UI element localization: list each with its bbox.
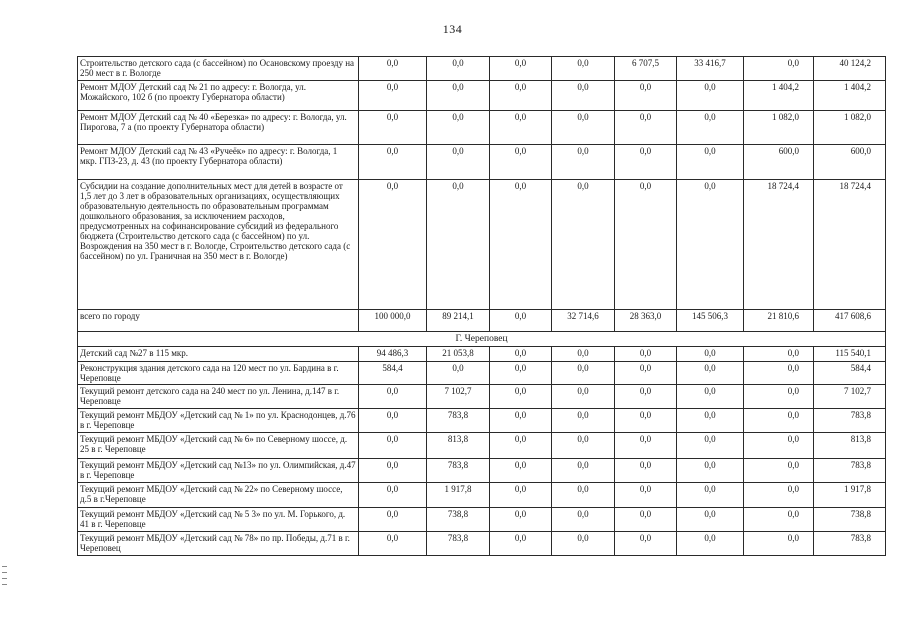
value-cell-col-5: 0,0 [615,111,677,145]
value-cell-col-7: 0,0 [744,57,814,81]
value-cell-col-2: 0,0 [427,111,490,145]
table-row [78,111,886,145]
value-cell-col-1: 0,0 [359,145,427,180]
value-cell-col-7: 0,0 [744,362,814,385]
value-cell-col-4: 0,0 [552,362,615,385]
value-cell-col-1: 0,0 [359,385,427,409]
value-cell-col-8: 417 608,6 [814,310,886,332]
value-cell-col-4: 0,0 [552,433,615,459]
value-cell-col-1: 0,0 [359,57,427,81]
value-cell-col-3: 0,0 [490,433,552,459]
value-cell-col-8: 783,8 [814,532,886,556]
value-cell-col-4: 0,0 [552,508,615,532]
value-cell-col-7: 21 810,6 [744,310,814,332]
value-cell-col-8: 584,4 [814,362,886,385]
table-section-header [78,332,886,347]
value-cell-col-6: 0,0 [677,347,744,362]
value-cell-col-7: 0,0 [744,433,814,459]
table-body-cherepovets [78,347,886,556]
value-cell-col-8: 600,0 [814,145,886,180]
value-cell-col-5: 0,0 [615,459,677,483]
table-row [78,483,886,508]
table-row [78,508,886,532]
table-row [78,459,886,483]
value-cell-col-3: 0,0 [490,310,552,332]
value-cell-col-1: 0,0 [359,111,427,145]
value-cell-col-2: 813,8 [427,433,490,459]
value-cell-col-3: 0,0 [490,385,552,409]
value-cell-col-7: 0,0 [744,508,814,532]
table-body-vologda [78,57,886,332]
row-label: Текущий ремонт МБДОУ «Детский сад № 5 3» по ул. М. Горького, д. 41 в г. Череповце [78,508,359,532]
value-cell-col-4: 0,0 [552,483,615,508]
margin-tick [2,578,7,579]
value-cell-col-5: 0,0 [615,180,677,310]
value-cell-col-5: 0,0 [615,409,677,433]
section-title: Г. Череповец [78,332,886,347]
value-cell-col-1: 0,0 [359,433,427,459]
value-cell-col-7: 1 082,0 [744,111,814,145]
value-cell-col-6: 0,0 [677,385,744,409]
value-cell-col-4: 0,0 [552,385,615,409]
value-cell-col-2: 0,0 [427,81,490,111]
value-cell-col-6: 0,0 [677,483,744,508]
value-cell-col-1: 0,0 [359,532,427,556]
value-cell-col-2: 1 917,8 [427,483,490,508]
value-cell-col-8: 40 124,2 [814,57,886,81]
value-cell-col-3: 0,0 [490,483,552,508]
value-cell-col-1: 94 486,3 [359,347,427,362]
value-cell-col-5: 28 363,0 [615,310,677,332]
value-cell-col-5: 0,0 [615,508,677,532]
value-cell-col-3: 0,0 [490,111,552,145]
value-cell-col-6: 0,0 [677,433,744,459]
value-cell-col-6: 0,0 [677,145,744,180]
row-label: всего по городу [78,310,359,332]
row-label: Текущий ремонт МБДОУ «Детский сад № 78» по пр. Победы, д.71 в г. Череповец [78,532,359,556]
value-cell-col-5: 0,0 [615,362,677,385]
value-cell-col-4: 0,0 [552,145,615,180]
value-cell-col-4: 0,0 [552,111,615,145]
row-label: Текущий ремонт МБДОУ «Детский сад № 22» по Северному шоссе, д.5 в г.Череповце [78,483,359,508]
value-cell-col-8: 7 102,7 [814,385,886,409]
value-cell-col-8: 1 917,8 [814,483,886,508]
value-cell-col-8: 783,8 [814,409,886,433]
row-label: Ремонт МДОУ Детский сад № 21 по адресу: г. Вологда, ул. Можайского, 102 б (по проекту Губернатора области) [78,81,359,111]
value-cell-col-3: 0,0 [490,145,552,180]
value-cell-col-4: 0,0 [552,532,615,556]
value-cell-col-6: 0,0 [677,532,744,556]
table-row [78,409,886,433]
value-cell-col-6: 0,0 [677,362,744,385]
row-label: Строительство детского сада (с бассейном) по Осановскому проезду на 250 мест в г. Вологде [78,57,359,81]
table-row [78,385,886,409]
value-cell-col-4: 0,0 [552,57,615,81]
margin-tick [2,566,7,567]
value-cell-col-8: 115 540,1 [814,347,886,362]
value-cell-col-2: 7 102,7 [427,385,490,409]
value-cell-col-5: 0,0 [615,532,677,556]
row-label: Субсидии на создание дополнительных мест для детей в возрасте от 1,5 лет до 3 лет в образовательных организациях, осуществляющих образовательную деятельность по образовательным программам дошкольного образования, за исключением расходов, предусмотренных на софинансирование субсидий из федерального бюджета (Строительство детского сада (с бассейном) по ул. Возрождения на 350 мест в г. Вологде, Строительство детского сада (с бассейном) по ул. Граничная на 350 мест в г. Вологде) [78,180,359,310]
value-cell-col-2: 738,8 [427,508,490,532]
value-cell-col-4: 0,0 [552,81,615,111]
value-cell-col-4: 32 714,6 [552,310,615,332]
value-cell-col-3: 0,0 [490,81,552,111]
row-label: Текущий ремонт МБДОУ «Детский сад №13» по ул. Олимпийская, д.47 в г. Череповце [78,459,359,483]
value-cell-col-7: 0,0 [744,385,814,409]
value-cell-col-1: 584,4 [359,362,427,385]
value-cell-col-7: 600,0 [744,145,814,180]
row-label: Ремонт МДОУ Детский сад № 40 «Березка» по адресу: г. Вологда, ул. Пирогова, 7 а (по проекту Губернатора области) [78,111,359,145]
value-cell-col-1: 0,0 [359,483,427,508]
value-cell-col-1: 0,0 [359,409,427,433]
row-label: Текущий ремонт детского сада на 240 мест по ул. Ленина, д.147 в г. Череповце [78,385,359,409]
value-cell-col-8: 813,8 [814,433,886,459]
value-cell-col-5: 0,0 [615,347,677,362]
value-cell-col-5: 0,0 [615,145,677,180]
value-cell-col-2: 783,8 [427,459,490,483]
value-cell-col-2: 0,0 [427,180,490,310]
value-cell-col-6: 0,0 [677,81,744,111]
value-cell-col-5: 0,0 [615,483,677,508]
value-cell-col-4: 0,0 [552,347,615,362]
table-row [78,180,886,310]
value-cell-col-4: 0,0 [552,409,615,433]
value-cell-col-1: 0,0 [359,459,427,483]
value-cell-col-3: 0,0 [490,57,552,81]
value-cell-col-2: 0,0 [427,362,490,385]
value-cell-col-6: 145 506,3 [677,310,744,332]
row-label: Ремонт МДОУ Детский сад № 43 «Ручеёк» по адресу: г. Вологда, 1 мкр. ГПЗ-23, д. 43 (по проекту Губернатора области) [78,145,359,180]
value-cell-col-5: 6 707,5 [615,57,677,81]
table-row [78,145,886,180]
margin-tick [2,584,7,585]
value-cell-col-5: 0,0 [615,385,677,409]
value-cell-col-2: 783,8 [427,532,490,556]
value-cell-col-8: 1 404,2 [814,81,886,111]
value-cell-col-3: 0,0 [490,409,552,433]
value-cell-col-2: 21 053,8 [427,347,490,362]
table-row [78,57,886,81]
section-row [78,332,886,347]
value-cell-col-6: 0,0 [677,409,744,433]
value-cell-col-1: 0,0 [359,508,427,532]
page-number: 134 [442,22,463,36]
value-cell-col-1: 0,0 [359,180,427,310]
row-label: Текущий ремонт МБДОУ «Детский сад № 1» по ул. Краснодонцев, д.76 в г. Череповце [78,409,359,433]
table-row [78,362,886,385]
row-label: Детский сад №27 в 115 мкр. [78,347,359,362]
value-cell-col-2: 0,0 [427,145,490,180]
value-cell-col-7: 0,0 [744,532,814,556]
value-cell-col-3: 0,0 [490,459,552,483]
value-cell-col-5: 0,0 [615,81,677,111]
value-cell-col-6: 33 416,7 [677,57,744,81]
table-row [78,532,886,556]
value-cell-col-7: 1 404,2 [744,81,814,111]
value-cell-col-6: 0,0 [677,459,744,483]
value-cell-col-6: 0,0 [677,111,744,145]
value-cell-col-8: 18 724,4 [814,180,886,310]
value-cell-col-7: 0,0 [744,483,814,508]
value-cell-col-4: 0,0 [552,459,615,483]
value-cell-col-3: 0,0 [490,180,552,310]
value-cell-col-7: 0,0 [744,409,814,433]
value-cell-col-1: 0,0 [359,81,427,111]
value-cell-col-6: 0,0 [677,180,744,310]
value-cell-col-3: 0,0 [490,347,552,362]
value-cell-col-2: 783,8 [427,409,490,433]
value-cell-col-1: 100 000,0 [359,310,427,332]
margin-tick [2,572,7,573]
value-cell-col-3: 0,0 [490,532,552,556]
value-cell-col-3: 0,0 [490,508,552,532]
row-label: Текущий ремонт МБДОУ «Детский сад № 6» по Северному шоссе, д. 25 в г. Череповце [78,433,359,459]
value-cell-col-2: 0,0 [427,57,490,81]
row-label: Реконструкция здания детского сада на 120 мест по ул. Бардина в г. Череповце [78,362,359,385]
value-cell-col-8: 1 082,0 [814,111,886,145]
table-row [78,433,886,459]
value-cell-col-8: 738,8 [814,508,886,532]
value-cell-col-4: 0,0 [552,180,615,310]
value-cell-col-7: 0,0 [744,459,814,483]
table-row [78,347,886,362]
budget-table [77,56,886,556]
table-row [78,81,886,111]
value-cell-col-6: 0,0 [677,508,744,532]
value-cell-col-7: 18 724,4 [744,180,814,310]
value-cell-col-2: 89 214,1 [427,310,490,332]
value-cell-col-3: 0,0 [490,362,552,385]
value-cell-col-7: 0,0 [744,347,814,362]
value-cell-col-8: 783,8 [814,459,886,483]
value-cell-col-5: 0,0 [615,433,677,459]
table-row [78,310,886,332]
